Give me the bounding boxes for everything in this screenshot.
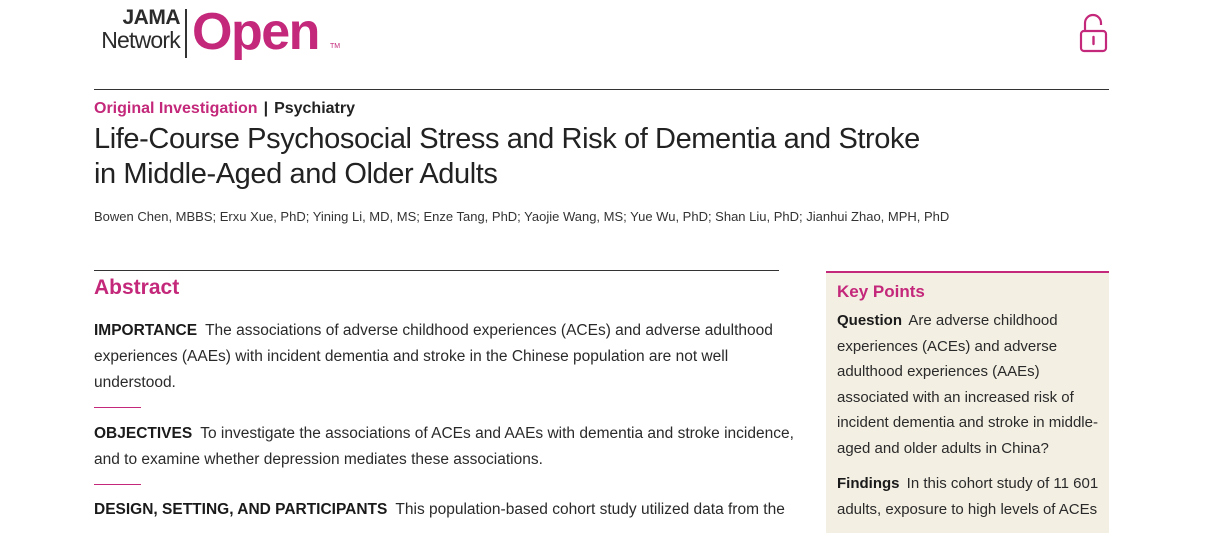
section-divider: [94, 407, 141, 408]
unlocked-padlock-icon: [1079, 12, 1109, 54]
logo-divider: [185, 9, 187, 58]
findings-text: adults, exposure to high levels of ACEs: [837, 500, 1098, 518]
importance-text: experiences (AAEs) with incident dementia and stroke in the Chinese population are not well: [94, 348, 729, 365]
key-points-findings: [837, 471, 1107, 522]
findings-label: Findings: [837, 475, 900, 492]
question-text: experiences (ACEs) and adverse: [837, 337, 1058, 355]
key-points-heading: Key Points: [837, 282, 925, 301]
section-divider: [94, 484, 141, 485]
findings-text: In this cohort study of 11 601: [906, 475, 1099, 492]
question-text: Are adverse childhood: [908, 312, 1058, 329]
key-points-box: [826, 271, 1109, 533]
article-title: [94, 122, 954, 192]
article-kicker: [94, 99, 355, 119]
question-text: associated with an increased risk of: [837, 388, 1074, 406]
article-specialty: Psychiatry: [274, 100, 355, 117]
question-label: Question: [837, 312, 903, 329]
logo-trademark: TM: [330, 43, 341, 50]
abstract-objectives: [94, 421, 794, 473]
key-points-question: [837, 308, 1107, 462]
logo-open-text: Open: [192, 3, 319, 61]
abstract-rule: [94, 270, 779, 271]
objectives-label: OBJECTIVES: [94, 425, 193, 442]
design-text: This population-based cohort study utilized data from the: [395, 501, 785, 518]
abstract-importance: [94, 318, 784, 396]
logo-network-text: Network: [101, 27, 180, 53]
objectives-text: To investigate the associations of ACEs and AAEs with dementia and stroke incidence,: [200, 425, 794, 442]
importance-text: The associations of adverse childhood experiences (ACEs) and adverse adulthood: [205, 322, 773, 339]
question-text: adulthood experiences (AAEs): [837, 363, 1040, 381]
author-list: Bowen Chen, MBBS; Erxu Xue, PhD; Yining Li, MD, MS; Enze Tang, PhD; Yaojie Wang, MS; Yue Wu, PhD; Shan Liu, PhD; Jianhui Zhao, MPH, PhD: [94, 209, 950, 224]
abstract-heading: Abstract: [94, 276, 180, 299]
header-rule: [94, 89, 1109, 90]
article-type: Original Investigation: [94, 100, 258, 117]
question-text: aged and older adults in China?: [837, 439, 1049, 457]
question-text: incident dementia and stroke in middle-: [837, 414, 1098, 432]
kicker-separator: |: [263, 100, 269, 117]
logo-jama-text: JAMA: [122, 6, 180, 29]
importance-label: IMPORTANCE: [94, 322, 198, 339]
title-line: Life-Course Psychosocial Stress and Risk of Dementia and Stroke: [94, 123, 920, 155]
design-label: DESIGN, SETTING, AND PARTICIPANTS: [94, 501, 388, 518]
importance-text: understood.: [94, 374, 176, 391]
objectives-text: and to examine whether depression mediates these associations.: [94, 451, 543, 468]
title-line: in Middle-Aged and Older Adults: [94, 158, 498, 190]
abstract-design: [94, 497, 784, 523]
